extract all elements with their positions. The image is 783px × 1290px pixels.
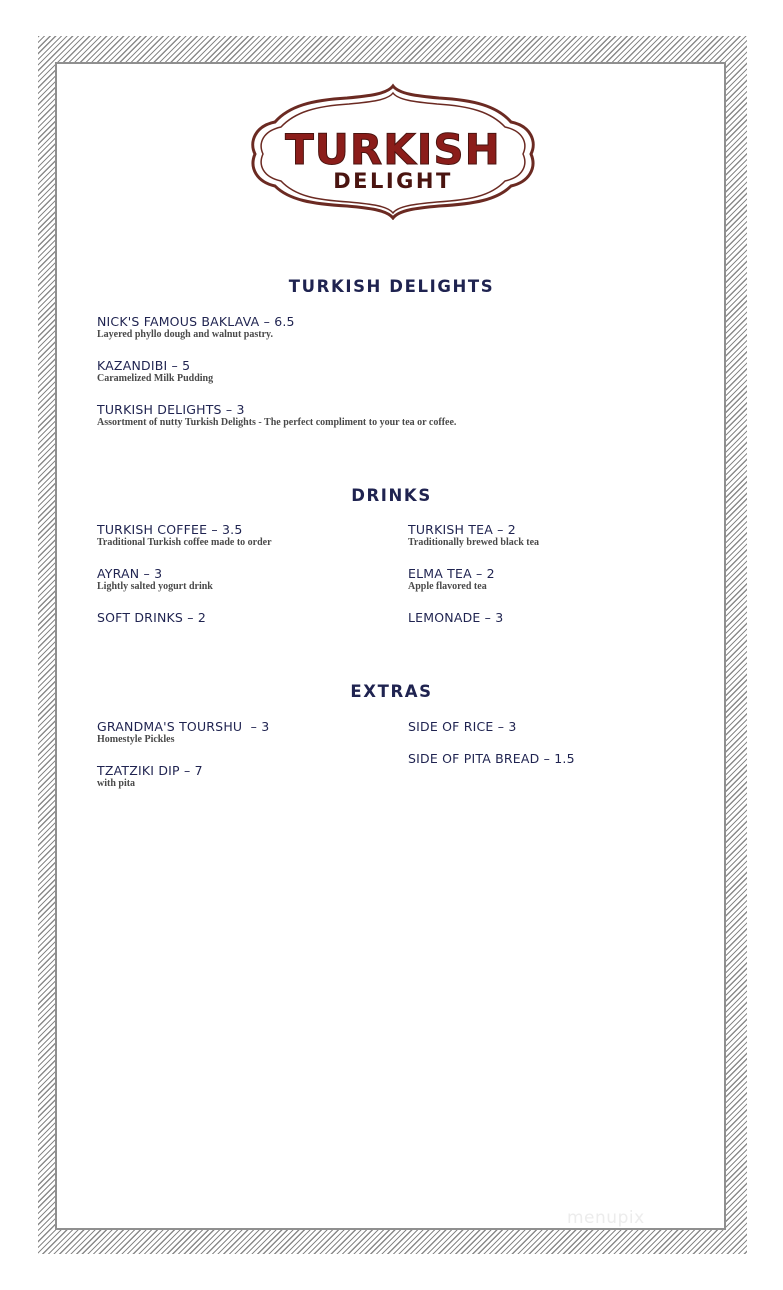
menu-item bbox=[408, 522, 539, 549]
menu-panel bbox=[55, 62, 726, 1230]
item-name: TURKISH TEA – 2 bbox=[408, 522, 516, 537]
menu-item bbox=[408, 751, 575, 766]
item-name: KAZANDIBI – 5 bbox=[97, 358, 191, 373]
logo-badge bbox=[249, 82, 537, 220]
item-name: TURKISH DELIGHTS – 3 bbox=[97, 402, 245, 417]
item-description: Apple flavored tea bbox=[408, 581, 487, 592]
item-name: NICK'S FAMOUS BAKLAVA – 6.5 bbox=[97, 314, 295, 329]
menu-item bbox=[97, 566, 213, 593]
logo-line1: TURKISH bbox=[285, 125, 501, 174]
section-title-delights: TURKISH DELIGHTS bbox=[288, 277, 495, 296]
watermark: menupix bbox=[567, 1208, 645, 1228]
item-name: SIDE OF RICE – 3 bbox=[408, 719, 517, 734]
menu-item bbox=[97, 522, 272, 549]
item-description: Assortment of nutty Turkish Delights - The perfect compliment to your tea or coffee. bbox=[97, 417, 457, 428]
menu-item bbox=[97, 358, 213, 385]
section-title-drinks: DRINKS bbox=[351, 486, 432, 505]
menu-item bbox=[97, 402, 456, 429]
item-description: Homestyle Pickles bbox=[97, 734, 175, 745]
menu-item bbox=[408, 719, 516, 734]
restaurant-logo bbox=[249, 82, 537, 220]
item-name: GRANDMA'S TOURSHU – 3 bbox=[97, 719, 270, 734]
item-description: Caramelized Milk Pudding bbox=[97, 373, 214, 384]
menu-item bbox=[408, 610, 503, 625]
item-description: Lightly salted yogurt drink bbox=[97, 581, 213, 592]
item-name: SIDE OF PITA BREAD – 1.5 bbox=[408, 751, 575, 766]
item-name: TURKISH COFFEE – 3.5 bbox=[97, 522, 243, 537]
menu-item bbox=[97, 610, 206, 625]
menu-item bbox=[97, 719, 269, 746]
item-description: Traditional Turkish coffee made to order bbox=[97, 537, 272, 548]
item-name: SOFT DRINKS – 2 bbox=[97, 610, 206, 625]
item-description: Layered phyllo dough and walnut pastry. bbox=[97, 329, 273, 340]
menu-item bbox=[408, 566, 495, 593]
item-description: with pita bbox=[97, 778, 136, 789]
item-name: AYRAN – 3 bbox=[97, 566, 163, 581]
logo-line2: DELIGHT bbox=[333, 169, 453, 193]
item-name: TZATZIKI DIP – 7 bbox=[97, 763, 203, 778]
item-name: ELMA TEA – 2 bbox=[408, 566, 495, 581]
item-name: LEMONADE – 3 bbox=[408, 610, 504, 625]
item-description: Traditionally brewed black tea bbox=[408, 537, 540, 548]
menu-item bbox=[97, 314, 295, 341]
menu-item bbox=[97, 763, 203, 790]
section-title-extras: EXTRAS bbox=[350, 682, 433, 701]
